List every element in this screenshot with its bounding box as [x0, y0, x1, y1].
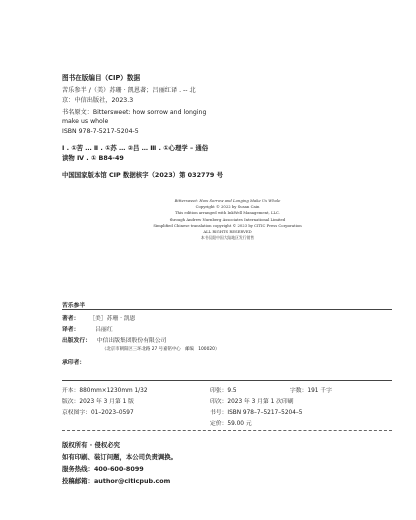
translator-label: 译者：	[62, 327, 80, 333]
copyright-line: Copyright © 2022 by Susan Cain	[195, 204, 260, 210]
divider	[62, 309, 392, 310]
submission-email: 投稿邮箱：author@citicpub.com	[62, 477, 171, 485]
cip-line: 书名原文：Bittersweet: how sorrow and longing	[62, 109, 207, 116]
translator-row	[62, 324, 113, 333]
author-row	[62, 313, 135, 322]
rights-notice: 版权所有 · 侵权必究	[62, 441, 121, 449]
printed-sheets: 印张：9.5	[210, 388, 237, 394]
price: 定价：59.00 元	[210, 421, 252, 427]
book-format: 开本：880mm×1230mm 1/32	[62, 388, 148, 394]
cip-subject-line: 读物 Ⅳ . ① B84-49	[62, 154, 124, 162]
printer-label: 承印者：	[62, 360, 86, 366]
publisher-row	[62, 335, 166, 344]
cip-line: make us whole	[62, 118, 109, 125]
copyright-line: Simplified Chinese translation copyright © 2023 by CITIC Press Corporation	[153, 222, 302, 228]
copyright-line: This edition arranged with InkWell Management, LLC.	[175, 210, 280, 216]
isbn: 书号：ISBN 978–7–5217–5204–5	[210, 410, 303, 416]
quality-notice: 如有印刷、装订问题，本公司负责调换。	[62, 453, 178, 461]
cip-line: 苦乐参半 /（美）苏珊 · 凯恩著；吕丽红译 . -- 北	[62, 87, 196, 94]
book-title: 苦乐参半	[62, 303, 86, 309]
cip-isbn: ISBN 978-7-5217-5204-5	[62, 128, 139, 135]
author-label: 著者：	[62, 316, 80, 322]
copyright-line: through Andrew Nurnberg Associates International Limited	[169, 216, 286, 222]
service-hotline: 服务热线：400-600-8099	[62, 465, 144, 473]
publisher-address: （北京市朝阳区三环北路 27 号嘉铭中心 邮编 100020）	[102, 347, 220, 352]
divider	[62, 380, 392, 381]
divider	[62, 430, 392, 431]
word-count: 字数：191 千字	[290, 388, 332, 394]
publisher-name: 中信出版集团股份有限公司	[96, 338, 167, 344]
cip-line: 京：中信出版社，2023.3	[62, 97, 134, 104]
edition: 版次：2023 年 3 月第 1 版	[62, 399, 134, 405]
publisher-label: 出版发行：	[62, 338, 91, 344]
copyright-line: 本书仅限中国大陆地区发行销售	[200, 235, 255, 241]
cip-subject-line: Ⅰ . ①苦 … Ⅱ . ①苏 … ②吕 … Ⅲ . ①心理学 – 通俗	[62, 144, 209, 152]
cip-record-number: 中国国家版本馆 CIP 数据核字（2023）第 032779 号	[62, 171, 223, 179]
translator-name: 吕丽红	[95, 327, 113, 333]
author-name: ［美］苏珊 · 凯恩	[89, 316, 136, 322]
printing: 印次：2023 年 3 月第 1 次印刷	[210, 399, 294, 405]
original-title: Bittersweet: How Sorrow and Longing Make Us Whole	[174, 198, 281, 203]
copyright-notice	[130, 198, 325, 241]
copyright-license: 京权图字：01–2023–0597	[62, 410, 134, 416]
cip-heading: 图书在版编目（CIP）数据	[62, 74, 141, 82]
copyright-line: ALL RIGHTS RESERVED	[203, 229, 252, 235]
